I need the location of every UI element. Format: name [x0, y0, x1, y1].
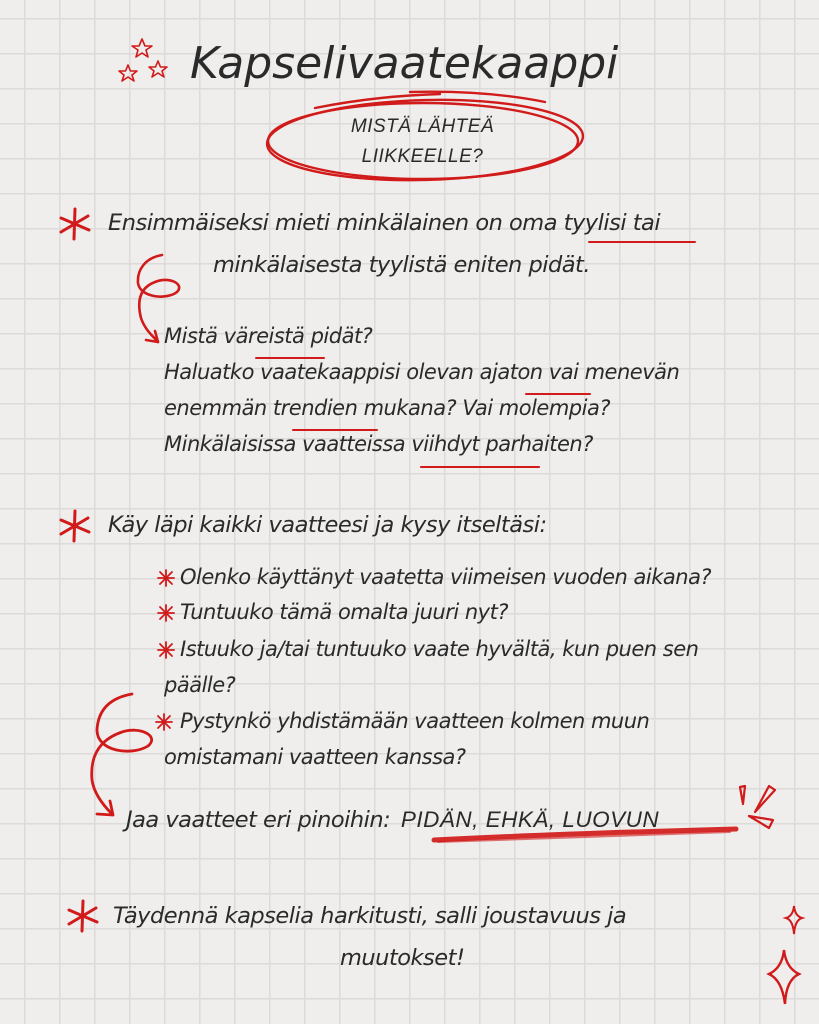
underline-trendien [292, 429, 378, 431]
question-1: Mistä väreistä pidät? [164, 324, 373, 348]
underline-viihdyt-parhaiten [420, 466, 540, 468]
checklist-item-4-line-2: omistamani vaatteen kanssa? [164, 745, 466, 769]
page-title: Kapselivaatekaappi [190, 38, 619, 89]
section2-heading: Käy läpi kaikki vaatteesi ja kysy itseltäsi: [108, 512, 547, 538]
checklist-item-2: Tuntuuko tämä omalta juuri nyt? [180, 600, 508, 624]
checklist-item-1: Olenko käyttänyt vaatetta viimeisen vuoden aikana? [180, 565, 712, 589]
small-asterisk-icon [156, 603, 176, 623]
question-2: Haluatko vaatekaappisi olevan ajaton vai menevän [164, 360, 680, 384]
pile-options: PIDÄN, EHKÄ, LUOVUN [400, 807, 660, 832]
subtitle-line-2: LIIKKEELLE? [361, 146, 484, 167]
section1-line-2: minkälaisesta tyylistä eniten pidät. [213, 252, 591, 278]
section3-line-1: Täydennä kapselia harkitusti, salli joustavuus ja [113, 903, 627, 929]
underline-vareista [255, 357, 325, 359]
section1-questions [164, 318, 679, 462]
checklist-item-3 [164, 631, 699, 703]
section3-line-2: muutokset! [340, 945, 465, 971]
pile-prefix: Jaa vaatteet eri pinoihin: [126, 807, 391, 833]
subtitle-line-1: MISTÄ LÄHTEÄ [350, 116, 495, 137]
underline-ajaton [525, 393, 591, 395]
subtitle [300, 112, 545, 172]
small-asterisk-icon [156, 640, 176, 660]
checklist-item-3-line-1: Istuuko ja/tai tuntuuko vaate hyvältä, kun puen sen [180, 637, 699, 661]
emphasis-marks-icon [735, 782, 780, 832]
question-4: Minkälaisissa vaatteissa viihdyt parhaiten? [164, 432, 593, 456]
checklist-item-4-line-1: Pystynkö yhdistämään vaatteen kolmen muun [180, 709, 650, 733]
question-3: enemmän trendien mukana? Vai molempia? [164, 396, 610, 420]
section1-line-1: Ensimmäiseksi mieti minkälainen on oma tyylisi tai [108, 210, 661, 236]
sparkle-icon [782, 904, 806, 936]
sparkle-icon [766, 948, 802, 1006]
underline-oma-tyylisi [588, 241, 696, 243]
asterisk-icon [65, 898, 101, 934]
checklist-item-4 [164, 703, 650, 775]
stars-icon [112, 30, 172, 90]
checklist-item-3-line-2: päälle? [164, 673, 236, 697]
small-asterisk-icon [156, 568, 176, 588]
asterisk-icon [57, 508, 93, 544]
brush-underline-icon [430, 826, 740, 846]
asterisk-icon [57, 206, 93, 242]
